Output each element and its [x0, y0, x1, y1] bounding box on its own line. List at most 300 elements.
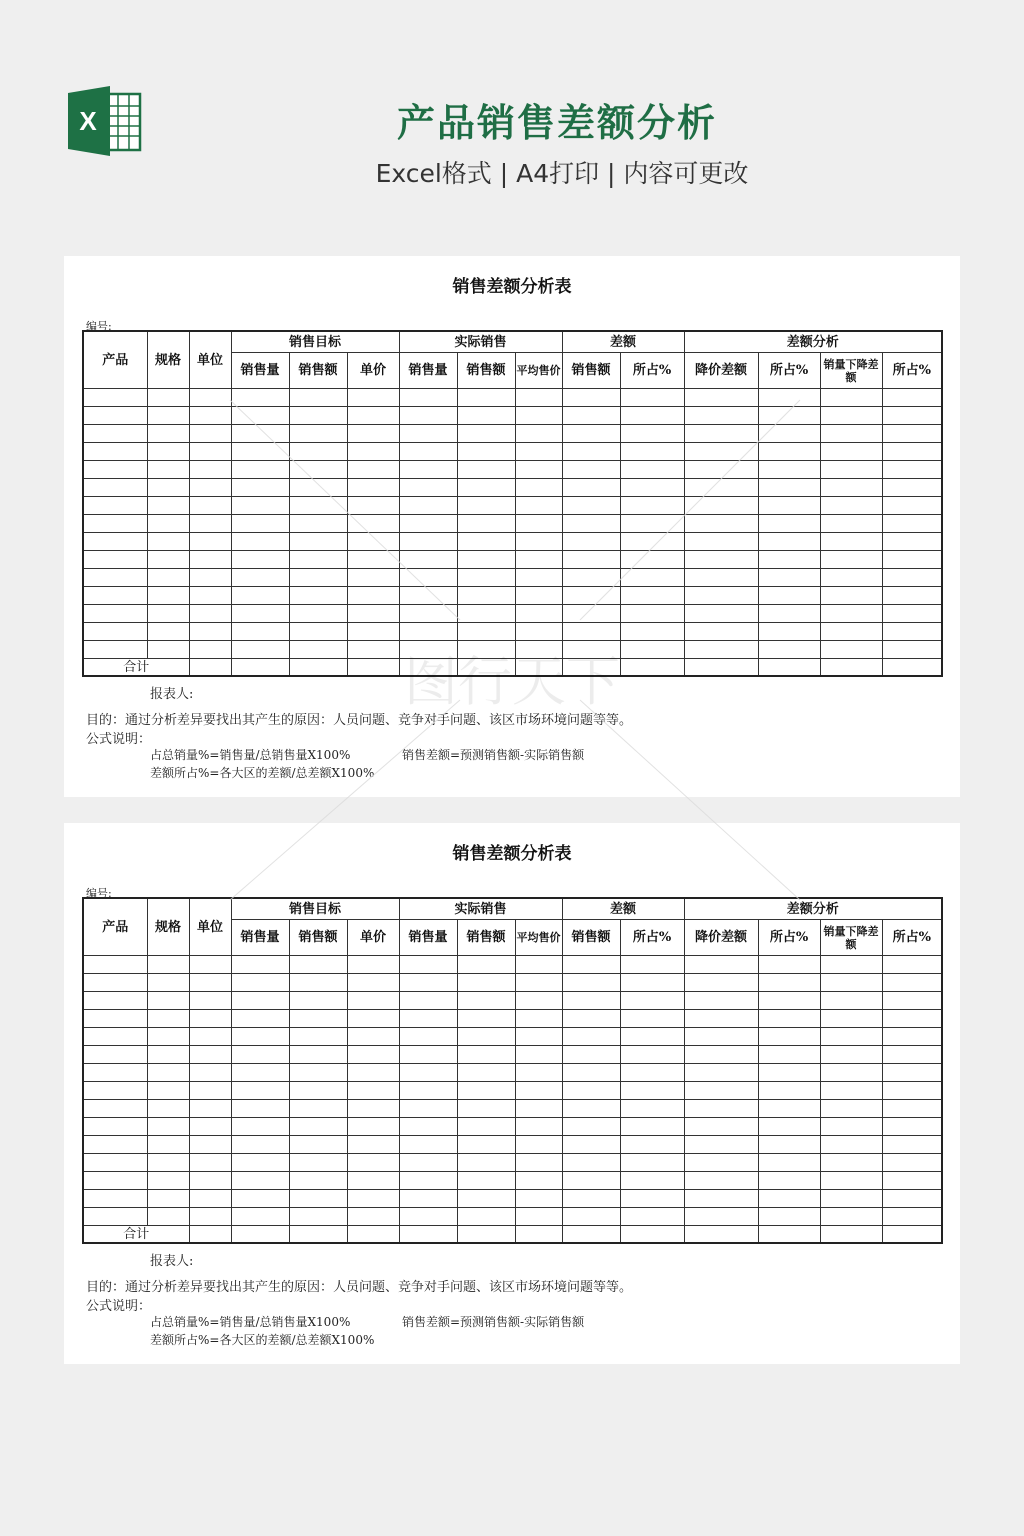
table-cell[interactable] — [189, 461, 231, 479]
table-cell[interactable] — [820, 1028, 882, 1046]
table-cell[interactable] — [347, 1190, 399, 1208]
total-cell[interactable] — [231, 659, 289, 677]
table-cell[interactable] — [620, 1028, 684, 1046]
table-cell[interactable] — [347, 1136, 399, 1154]
table-cell[interactable] — [347, 587, 399, 605]
table-cell[interactable] — [399, 1010, 457, 1028]
table-cell[interactable] — [820, 587, 882, 605]
table-cell[interactable] — [620, 425, 684, 443]
table-cell[interactable] — [147, 515, 189, 533]
table-cell[interactable] — [289, 1154, 347, 1172]
table-cell[interactable] — [347, 1100, 399, 1118]
table-cell[interactable] — [347, 1010, 399, 1028]
table-cell[interactable] — [83, 605, 147, 623]
table-cell[interactable] — [347, 425, 399, 443]
table-cell[interactable] — [820, 425, 882, 443]
table-cell[interactable] — [289, 623, 347, 641]
table-cell[interactable] — [620, 1172, 684, 1190]
table-cell[interactable] — [289, 1136, 347, 1154]
total-cell[interactable] — [882, 659, 942, 677]
table-cell[interactable] — [399, 992, 457, 1010]
table-cell[interactable] — [758, 425, 820, 443]
table-cell[interactable] — [147, 956, 189, 974]
table-cell[interactable] — [189, 1100, 231, 1118]
table-cell[interactable] — [289, 533, 347, 551]
table-cell[interactable] — [882, 443, 942, 461]
table-cell[interactable] — [399, 956, 457, 974]
table-cell[interactable] — [620, 974, 684, 992]
table-cell[interactable] — [347, 533, 399, 551]
table-cell[interactable] — [882, 956, 942, 974]
table-cell[interactable] — [399, 1064, 457, 1082]
table-cell[interactable] — [457, 1190, 515, 1208]
table-cell[interactable] — [189, 1118, 231, 1136]
table-cell[interactable] — [83, 623, 147, 641]
table-cell[interactable] — [515, 587, 562, 605]
table-cell[interactable] — [347, 1154, 399, 1172]
table-cell[interactable] — [562, 587, 620, 605]
table-cell[interactable] — [620, 1064, 684, 1082]
table-cell[interactable] — [147, 1190, 189, 1208]
table-cell[interactable] — [347, 641, 399, 659]
table-cell[interactable] — [684, 1010, 758, 1028]
table-cell[interactable] — [620, 992, 684, 1010]
table-cell[interactable] — [620, 551, 684, 569]
table-cell[interactable] — [457, 1100, 515, 1118]
table-cell[interactable] — [562, 992, 620, 1010]
table-cell[interactable] — [562, 1172, 620, 1190]
table-cell[interactable] — [399, 1118, 457, 1136]
table-cell[interactable] — [620, 1190, 684, 1208]
table-cell[interactable] — [83, 407, 147, 425]
total-cell[interactable] — [684, 1226, 758, 1244]
table-cell[interactable] — [231, 587, 289, 605]
table-cell[interactable] — [289, 515, 347, 533]
table-cell[interactable] — [620, 1082, 684, 1100]
table-cell[interactable] — [147, 1208, 189, 1226]
table-cell[interactable] — [147, 1136, 189, 1154]
total-cell[interactable] — [399, 659, 457, 677]
total-cell[interactable] — [399, 1226, 457, 1244]
table-cell[interactable] — [189, 1010, 231, 1028]
table-cell[interactable] — [820, 605, 882, 623]
table-cell[interactable] — [684, 1046, 758, 1064]
table-cell[interactable] — [83, 1208, 147, 1226]
table-cell[interactable] — [758, 587, 820, 605]
table-cell[interactable] — [820, 956, 882, 974]
table-cell[interactable] — [289, 569, 347, 587]
table-cell[interactable] — [562, 425, 620, 443]
table-cell[interactable] — [83, 551, 147, 569]
table-cell[interactable] — [515, 479, 562, 497]
table-cell[interactable] — [620, 1136, 684, 1154]
table-cell[interactable] — [684, 497, 758, 515]
table-cell[interactable] — [347, 1208, 399, 1226]
table-cell[interactable] — [758, 1064, 820, 1082]
table-cell[interactable] — [882, 641, 942, 659]
table-cell[interactable] — [347, 1046, 399, 1064]
table-cell[interactable] — [83, 1136, 147, 1154]
table-cell[interactable] — [820, 1010, 882, 1028]
table-cell[interactable] — [684, 1190, 758, 1208]
table-cell[interactable] — [820, 515, 882, 533]
table-cell[interactable] — [620, 1046, 684, 1064]
table-cell[interactable] — [457, 533, 515, 551]
table-cell[interactable] — [515, 1118, 562, 1136]
table-cell[interactable] — [562, 956, 620, 974]
table-cell[interactable] — [562, 533, 620, 551]
table-cell[interactable] — [882, 569, 942, 587]
table-cell[interactable] — [83, 992, 147, 1010]
table-cell[interactable] — [289, 551, 347, 569]
table-cell[interactable] — [562, 1028, 620, 1046]
table-cell[interactable] — [820, 1154, 882, 1172]
table-cell[interactable] — [189, 1046, 231, 1064]
table-cell[interactable] — [399, 587, 457, 605]
table-cell[interactable] — [515, 1190, 562, 1208]
table-cell[interactable] — [820, 1208, 882, 1226]
table-cell[interactable] — [882, 551, 942, 569]
table-cell[interactable] — [562, 497, 620, 515]
table-cell[interactable] — [562, 389, 620, 407]
table-cell[interactable] — [820, 974, 882, 992]
table-cell[interactable] — [83, 1064, 147, 1082]
table-cell[interactable] — [231, 1208, 289, 1226]
table-cell[interactable] — [399, 641, 457, 659]
table-cell[interactable] — [189, 389, 231, 407]
table-cell[interactable] — [820, 533, 882, 551]
table-cell[interactable] — [820, 1118, 882, 1136]
table-cell[interactable] — [399, 605, 457, 623]
table-cell[interactable] — [457, 389, 515, 407]
table-cell[interactable] — [189, 1136, 231, 1154]
table-cell[interactable] — [620, 1208, 684, 1226]
table-cell[interactable] — [399, 515, 457, 533]
table-cell[interactable] — [399, 461, 457, 479]
table-cell[interactable] — [562, 641, 620, 659]
table-cell[interactable] — [515, 443, 562, 461]
table-cell[interactable] — [882, 1172, 942, 1190]
table-cell[interactable] — [515, 551, 562, 569]
table-cell[interactable] — [231, 992, 289, 1010]
table-cell[interactable] — [83, 974, 147, 992]
table-cell[interactable] — [515, 1100, 562, 1118]
total-cell[interactable] — [347, 1226, 399, 1244]
table-cell[interactable] — [147, 443, 189, 461]
total-cell[interactable] — [882, 1226, 942, 1244]
table-cell[interactable] — [882, 1064, 942, 1082]
table-cell[interactable] — [515, 956, 562, 974]
table-cell[interactable] — [231, 533, 289, 551]
table-cell[interactable] — [562, 443, 620, 461]
table-cell[interactable] — [562, 1064, 620, 1082]
table-cell[interactable] — [882, 992, 942, 1010]
table-cell[interactable] — [882, 515, 942, 533]
table-cell[interactable] — [562, 407, 620, 425]
table-cell[interactable] — [231, 515, 289, 533]
table-cell[interactable] — [189, 605, 231, 623]
table-cell[interactable] — [347, 1118, 399, 1136]
table-cell[interactable] — [820, 497, 882, 515]
table-cell[interactable] — [147, 1064, 189, 1082]
table-cell[interactable] — [820, 623, 882, 641]
table-cell[interactable] — [347, 1172, 399, 1190]
table-cell[interactable] — [189, 1154, 231, 1172]
table-cell[interactable] — [684, 1064, 758, 1082]
table-cell[interactable] — [83, 479, 147, 497]
total-cell[interactable] — [457, 659, 515, 677]
table-cell[interactable] — [457, 605, 515, 623]
table-cell[interactable] — [289, 1100, 347, 1118]
table-cell[interactable] — [189, 1208, 231, 1226]
table-cell[interactable] — [189, 443, 231, 461]
total-cell[interactable] — [457, 1226, 515, 1244]
table-cell[interactable] — [231, 1100, 289, 1118]
table-cell[interactable] — [231, 1010, 289, 1028]
table-cell[interactable] — [231, 1028, 289, 1046]
table-cell[interactable] — [147, 407, 189, 425]
table-cell[interactable] — [457, 1118, 515, 1136]
table-cell[interactable] — [758, 497, 820, 515]
table-cell[interactable] — [289, 407, 347, 425]
table-cell[interactable] — [347, 407, 399, 425]
table-cell[interactable] — [399, 1172, 457, 1190]
table-cell[interactable] — [882, 1190, 942, 1208]
table-cell[interactable] — [399, 1154, 457, 1172]
table-cell[interactable] — [83, 1118, 147, 1136]
table-cell[interactable] — [562, 1208, 620, 1226]
table-cell[interactable] — [882, 587, 942, 605]
table-cell[interactable] — [347, 956, 399, 974]
table-cell[interactable] — [515, 515, 562, 533]
table-cell[interactable] — [457, 1136, 515, 1154]
table-cell[interactable] — [399, 479, 457, 497]
table-cell[interactable] — [189, 425, 231, 443]
table-cell[interactable] — [83, 1010, 147, 1028]
table-cell[interactable] — [620, 1100, 684, 1118]
table-cell[interactable] — [882, 974, 942, 992]
total-cell[interactable] — [620, 659, 684, 677]
table-cell[interactable] — [758, 605, 820, 623]
table-cell[interactable] — [289, 1010, 347, 1028]
table-cell[interactable] — [562, 623, 620, 641]
table-cell[interactable] — [147, 461, 189, 479]
table-cell[interactable] — [347, 461, 399, 479]
table-cell[interactable] — [83, 533, 147, 551]
table-cell[interactable] — [189, 407, 231, 425]
table-cell[interactable] — [820, 1172, 882, 1190]
table-cell[interactable] — [399, 1082, 457, 1100]
table-cell[interactable] — [399, 425, 457, 443]
table-cell[interactable] — [515, 1028, 562, 1046]
table-cell[interactable] — [684, 461, 758, 479]
table-cell[interactable] — [399, 533, 457, 551]
table-cell[interactable] — [289, 461, 347, 479]
table-cell[interactable] — [620, 533, 684, 551]
total-cell[interactable] — [289, 1226, 347, 1244]
table-cell[interactable] — [620, 389, 684, 407]
table-cell[interactable] — [289, 605, 347, 623]
table-cell[interactable] — [820, 1082, 882, 1100]
table-cell[interactable] — [457, 974, 515, 992]
total-cell[interactable] — [347, 659, 399, 677]
table-cell[interactable] — [231, 1172, 289, 1190]
table-cell[interactable] — [515, 605, 562, 623]
table-cell[interactable] — [399, 551, 457, 569]
table-cell[interactable] — [347, 623, 399, 641]
table-cell[interactable] — [620, 1010, 684, 1028]
table-cell[interactable] — [147, 1100, 189, 1118]
table-cell[interactable] — [882, 389, 942, 407]
table-cell[interactable] — [147, 533, 189, 551]
table-cell[interactable] — [289, 425, 347, 443]
table-cell[interactable] — [515, 641, 562, 659]
table-cell[interactable] — [189, 956, 231, 974]
table-cell[interactable] — [83, 956, 147, 974]
total-cell[interactable] — [758, 1226, 820, 1244]
table-cell[interactable] — [231, 1154, 289, 1172]
table-cell[interactable] — [289, 1208, 347, 1226]
table-cell[interactable] — [147, 497, 189, 515]
table-cell[interactable] — [457, 641, 515, 659]
table-cell[interactable] — [820, 1190, 882, 1208]
table-cell[interactable] — [83, 1190, 147, 1208]
table-cell[interactable] — [457, 569, 515, 587]
table-cell[interactable] — [399, 1136, 457, 1154]
table-cell[interactable] — [189, 1172, 231, 1190]
table-cell[interactable] — [620, 515, 684, 533]
table-cell[interactable] — [457, 1046, 515, 1064]
table-cell[interactable] — [684, 623, 758, 641]
table-cell[interactable] — [882, 407, 942, 425]
table-cell[interactable] — [684, 479, 758, 497]
table-cell[interactable] — [820, 461, 882, 479]
table-cell[interactable] — [231, 956, 289, 974]
table-cell[interactable] — [399, 443, 457, 461]
table-cell[interactable] — [457, 623, 515, 641]
table-cell[interactable] — [83, 1100, 147, 1118]
table-cell[interactable] — [83, 1028, 147, 1046]
table-cell[interactable] — [83, 425, 147, 443]
table-cell[interactable] — [147, 1172, 189, 1190]
table-cell[interactable] — [758, 1010, 820, 1028]
table-cell[interactable] — [515, 389, 562, 407]
table-cell[interactable] — [289, 1028, 347, 1046]
table-cell[interactable] — [684, 533, 758, 551]
total-cell[interactable] — [231, 1226, 289, 1244]
table-cell[interactable] — [231, 1046, 289, 1064]
table-cell[interactable] — [758, 1118, 820, 1136]
table-cell[interactable] — [289, 443, 347, 461]
table-cell[interactable] — [399, 569, 457, 587]
table-cell[interactable] — [758, 443, 820, 461]
table-cell[interactable] — [882, 479, 942, 497]
total-cell[interactable] — [820, 1226, 882, 1244]
table-cell[interactable] — [758, 1136, 820, 1154]
table-cell[interactable] — [457, 497, 515, 515]
table-cell[interactable] — [620, 569, 684, 587]
table-cell[interactable] — [562, 1136, 620, 1154]
table-cell[interactable] — [758, 1208, 820, 1226]
table-cell[interactable] — [147, 623, 189, 641]
table-cell[interactable] — [758, 569, 820, 587]
table-cell[interactable] — [515, 1082, 562, 1100]
table-cell[interactable] — [457, 956, 515, 974]
table-cell[interactable] — [189, 1028, 231, 1046]
table-cell[interactable] — [189, 992, 231, 1010]
total-cell[interactable] — [189, 659, 231, 677]
total-cell[interactable] — [620, 1226, 684, 1244]
table-cell[interactable] — [189, 479, 231, 497]
table-cell[interactable] — [758, 479, 820, 497]
table-cell[interactable] — [620, 641, 684, 659]
table-cell[interactable] — [758, 956, 820, 974]
total-cell[interactable] — [189, 1226, 231, 1244]
table-cell[interactable] — [399, 1046, 457, 1064]
table-cell[interactable] — [399, 623, 457, 641]
table-cell[interactable] — [289, 479, 347, 497]
total-cell[interactable] — [820, 659, 882, 677]
table-cell[interactable] — [289, 1064, 347, 1082]
table-cell[interactable] — [684, 1136, 758, 1154]
table-cell[interactable] — [289, 587, 347, 605]
table-cell[interactable] — [515, 623, 562, 641]
table-cell[interactable] — [684, 605, 758, 623]
table-cell[interactable] — [882, 497, 942, 515]
table-cell[interactable] — [515, 1010, 562, 1028]
table-cell[interactable] — [83, 1172, 147, 1190]
table-cell[interactable] — [399, 389, 457, 407]
table-cell[interactable] — [231, 443, 289, 461]
table-cell[interactable] — [457, 1172, 515, 1190]
table-cell[interactable] — [189, 497, 231, 515]
table-cell[interactable] — [399, 1028, 457, 1046]
table-cell[interactable] — [758, 1082, 820, 1100]
table-cell[interactable] — [758, 1172, 820, 1190]
table-cell[interactable] — [231, 569, 289, 587]
table-cell[interactable] — [684, 587, 758, 605]
table-cell[interactable] — [147, 569, 189, 587]
table-cell[interactable] — [231, 1118, 289, 1136]
table-cell[interactable] — [684, 443, 758, 461]
table-cell[interactable] — [758, 1046, 820, 1064]
table-cell[interactable] — [882, 1046, 942, 1064]
table-cell[interactable] — [457, 587, 515, 605]
table-cell[interactable] — [147, 974, 189, 992]
table-cell[interactable] — [515, 992, 562, 1010]
table-cell[interactable] — [83, 587, 147, 605]
table-cell[interactable] — [347, 1082, 399, 1100]
total-cell[interactable] — [562, 1226, 620, 1244]
table-cell[interactable] — [189, 533, 231, 551]
table-cell[interactable] — [289, 497, 347, 515]
total-cell[interactable] — [289, 659, 347, 677]
table-cell[interactable] — [347, 569, 399, 587]
table-cell[interactable] — [347, 551, 399, 569]
table-cell[interactable] — [189, 1064, 231, 1082]
table-cell[interactable] — [620, 407, 684, 425]
table-cell[interactable] — [189, 569, 231, 587]
table-cell[interactable] — [562, 479, 620, 497]
table-cell[interactable] — [820, 1136, 882, 1154]
table-cell[interactable] — [231, 623, 289, 641]
table-cell[interactable] — [758, 1154, 820, 1172]
table-cell[interactable] — [515, 1172, 562, 1190]
table-cell[interactable] — [231, 1136, 289, 1154]
table-cell[interactable] — [399, 407, 457, 425]
table-cell[interactable] — [289, 974, 347, 992]
table-cell[interactable] — [684, 956, 758, 974]
